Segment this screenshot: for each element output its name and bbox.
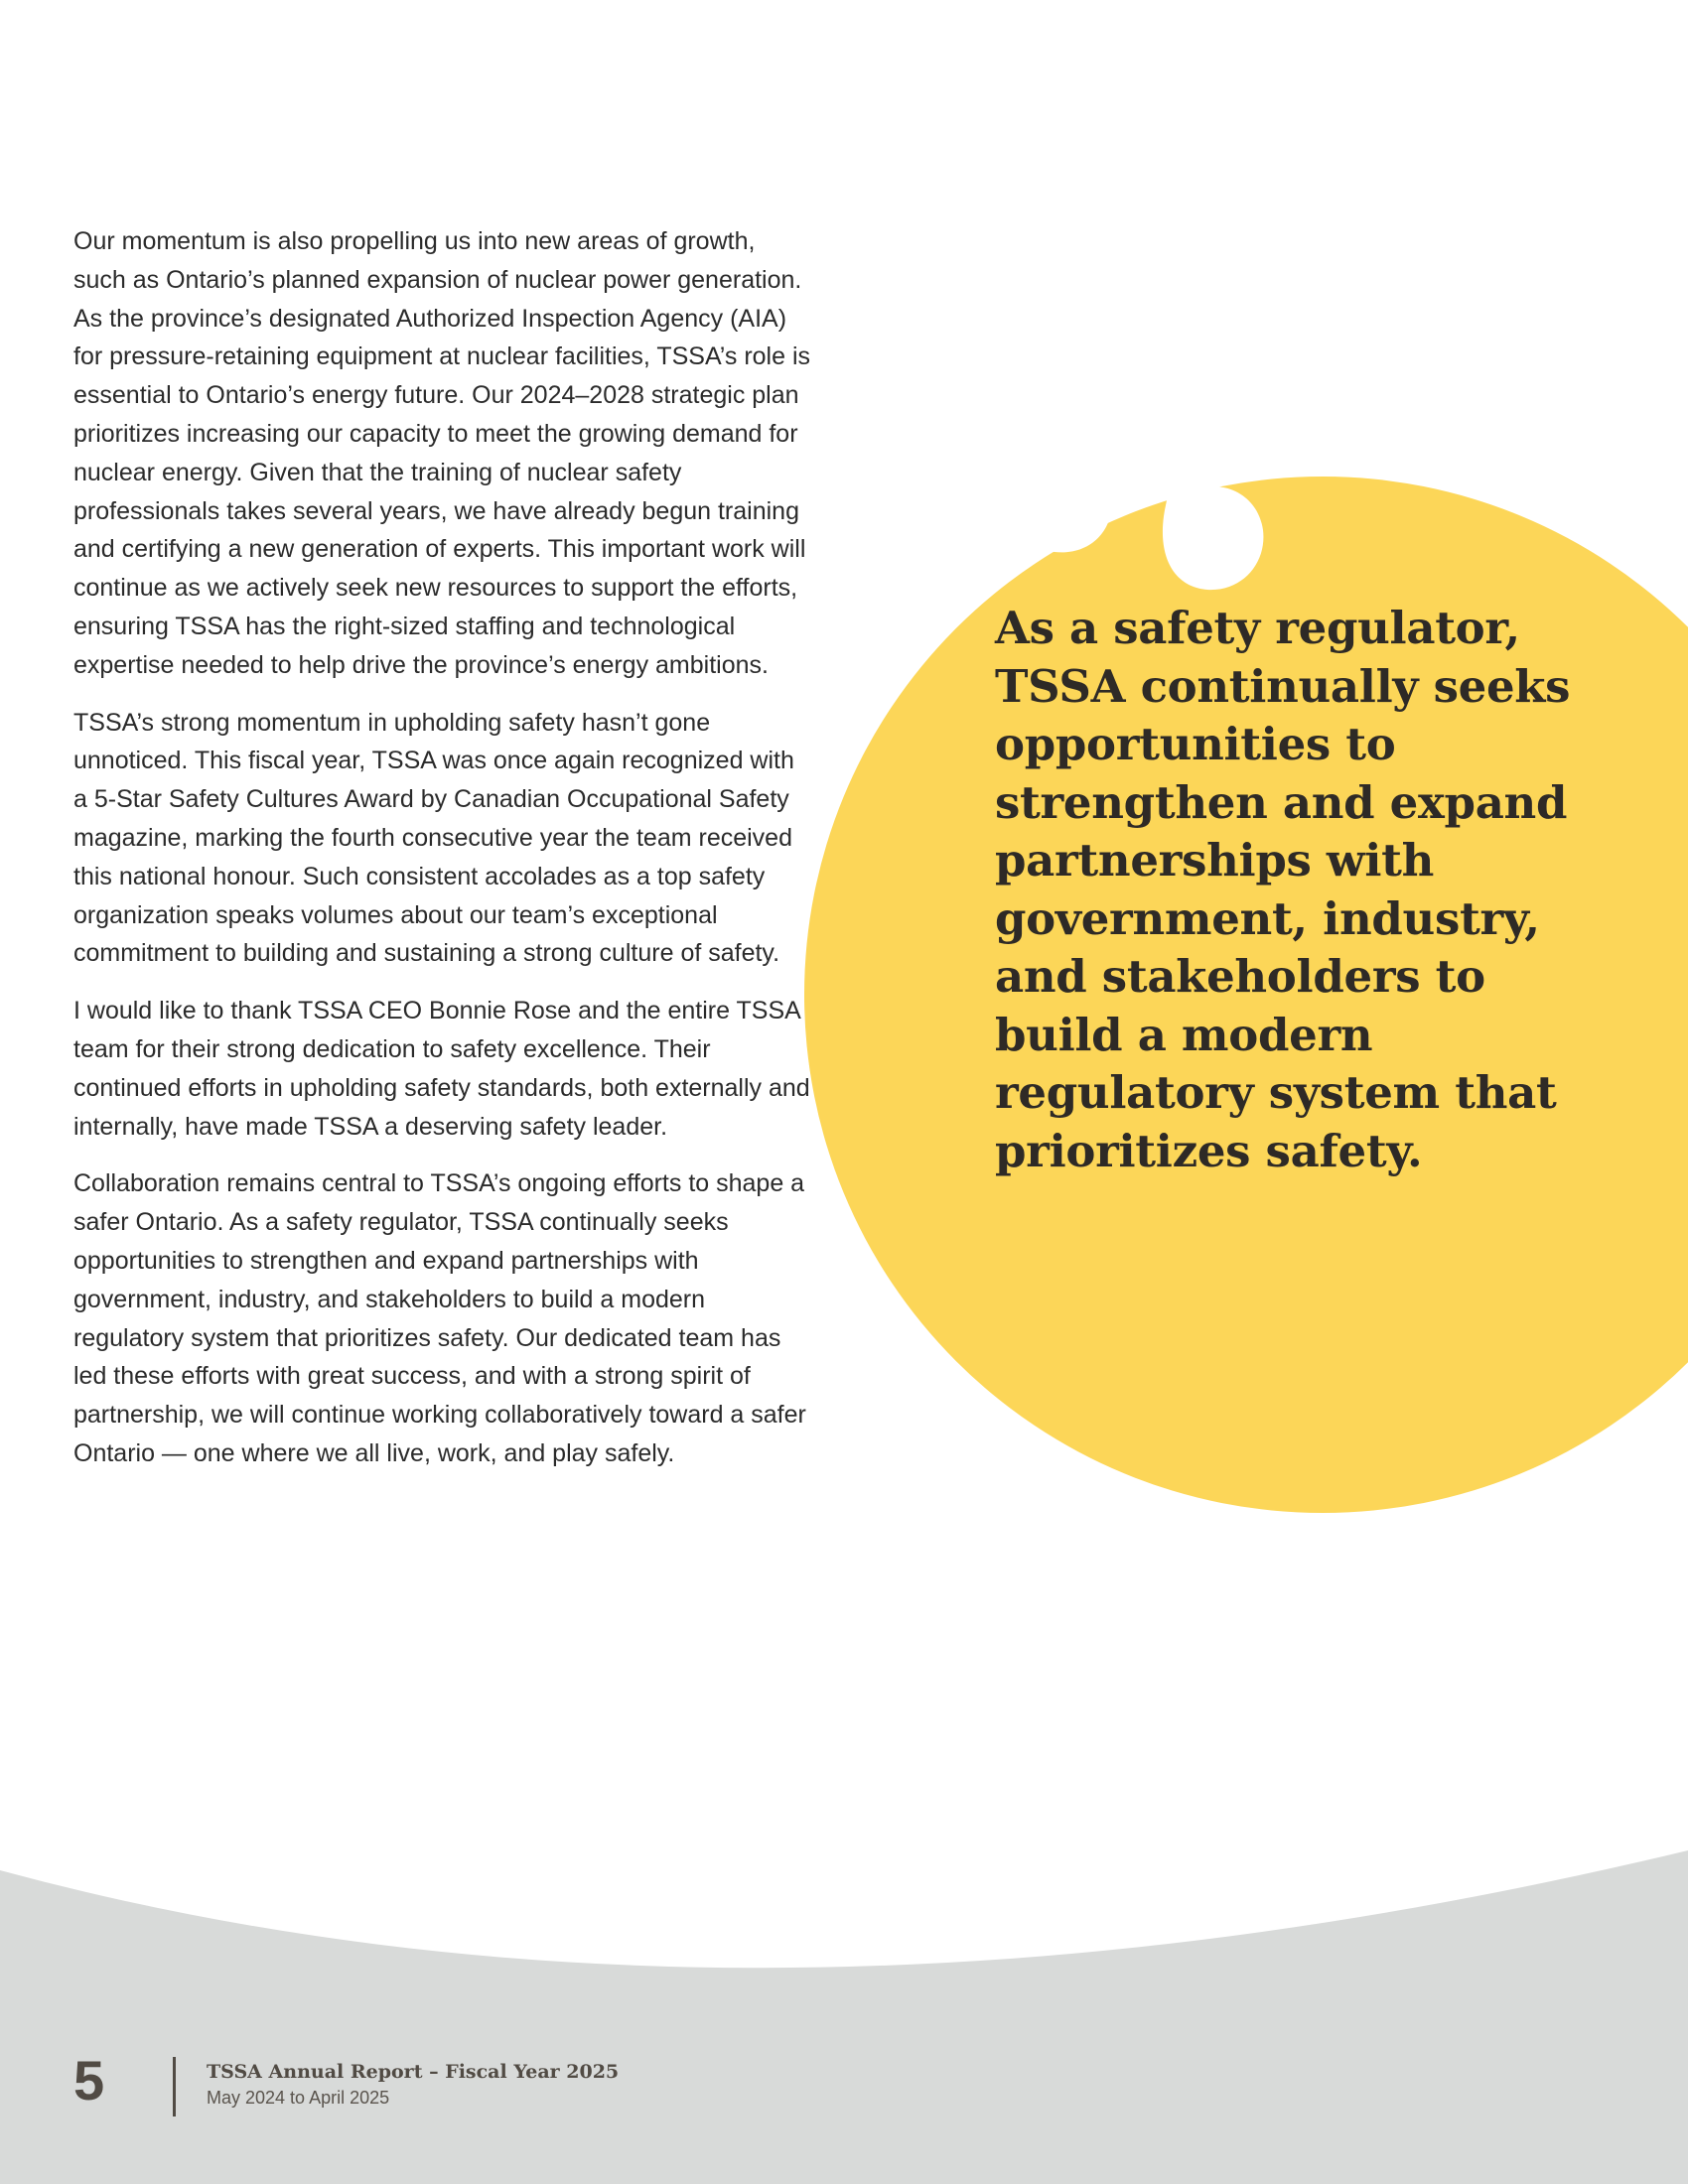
- footer-divider: [173, 2057, 176, 2116]
- body-paragraph: I would like to thank TSSA CEO Bonnie Rose and the entire TSSA team for their strong dedication to safety excellence. Their continued efforts in upholding safety standards, both externally and internally, have made TSSA a deserving safety leader.: [73, 997, 810, 1141]
- footer-report-period: May 2024 to April 2025: [207, 2088, 390, 2108]
- body-paragraph: Collaboration remains central to TSSA’s ongoing efforts to shape a safer Ontario. As a safety regulator, TSSA continually seeks opportunities to strengthen and expand partnerships with government, industry, and stakeholders to build a modern regulatory system that prioritizes safety. Our dedicated team has led these efforts with great success, and with a strong spirit of partnership, we will continue working collaboratively toward a safer Ontario — one where we all live, work, and play safely.: [73, 1169, 806, 1467]
- footer-caption: [207, 2059, 619, 2111]
- body-paragraph: TSSA’s strong momentum in upholding safety hasn’t gone unnoticed. This fiscal year, TSSA was once again recognized with a 5-Star Safety Cultures Award by Canadian Occupational Safety magazine, marking the fourth consecutive year the team received this national honour. Such consistent accolades as a top safety organization speaks volumes about our team’s exceptional commitment to building and sustaining a strong culture of safety.: [73, 708, 794, 968]
- pull-quote-text: As a safety regulator, TSSA continually seeks opportunities to strengthen and expand partnerships with government, industry, and stakeholders to build a modern regulatory system that prioritizes safety.: [995, 602, 1571, 1177]
- page-number: 5: [73, 2049, 105, 2112]
- footer-report-title: TSSA Annual Report – Fiscal Year 2025: [207, 2061, 620, 2083]
- body-text-column: [73, 222, 813, 1492]
- footer-band: [0, 1850, 1688, 2184]
- body-paragraph: Our momentum is also propelling us into new areas of growth, such as Ontario’s planned expansion of nuclear power generation. As the province’s designated Authorized Inspection Agency (AIA) for pressure-retaining equipment at nuclear facilities, TSSA’s role is essential to Ontario’s energy future. Our 2024–2028 strategic plan prioritizes increasing our capacity to meet the growing demand for nuclear energy. Given that the training of nuclear safety professionals takes several years, we have already begun training and certifying a new generation of experts. This important work will continue as we actively seek new resources to support the efforts, ensuring TSSA has the right-sized staffing and technological expertise needed to help drive the province’s energy ambitions.: [73, 227, 811, 679]
